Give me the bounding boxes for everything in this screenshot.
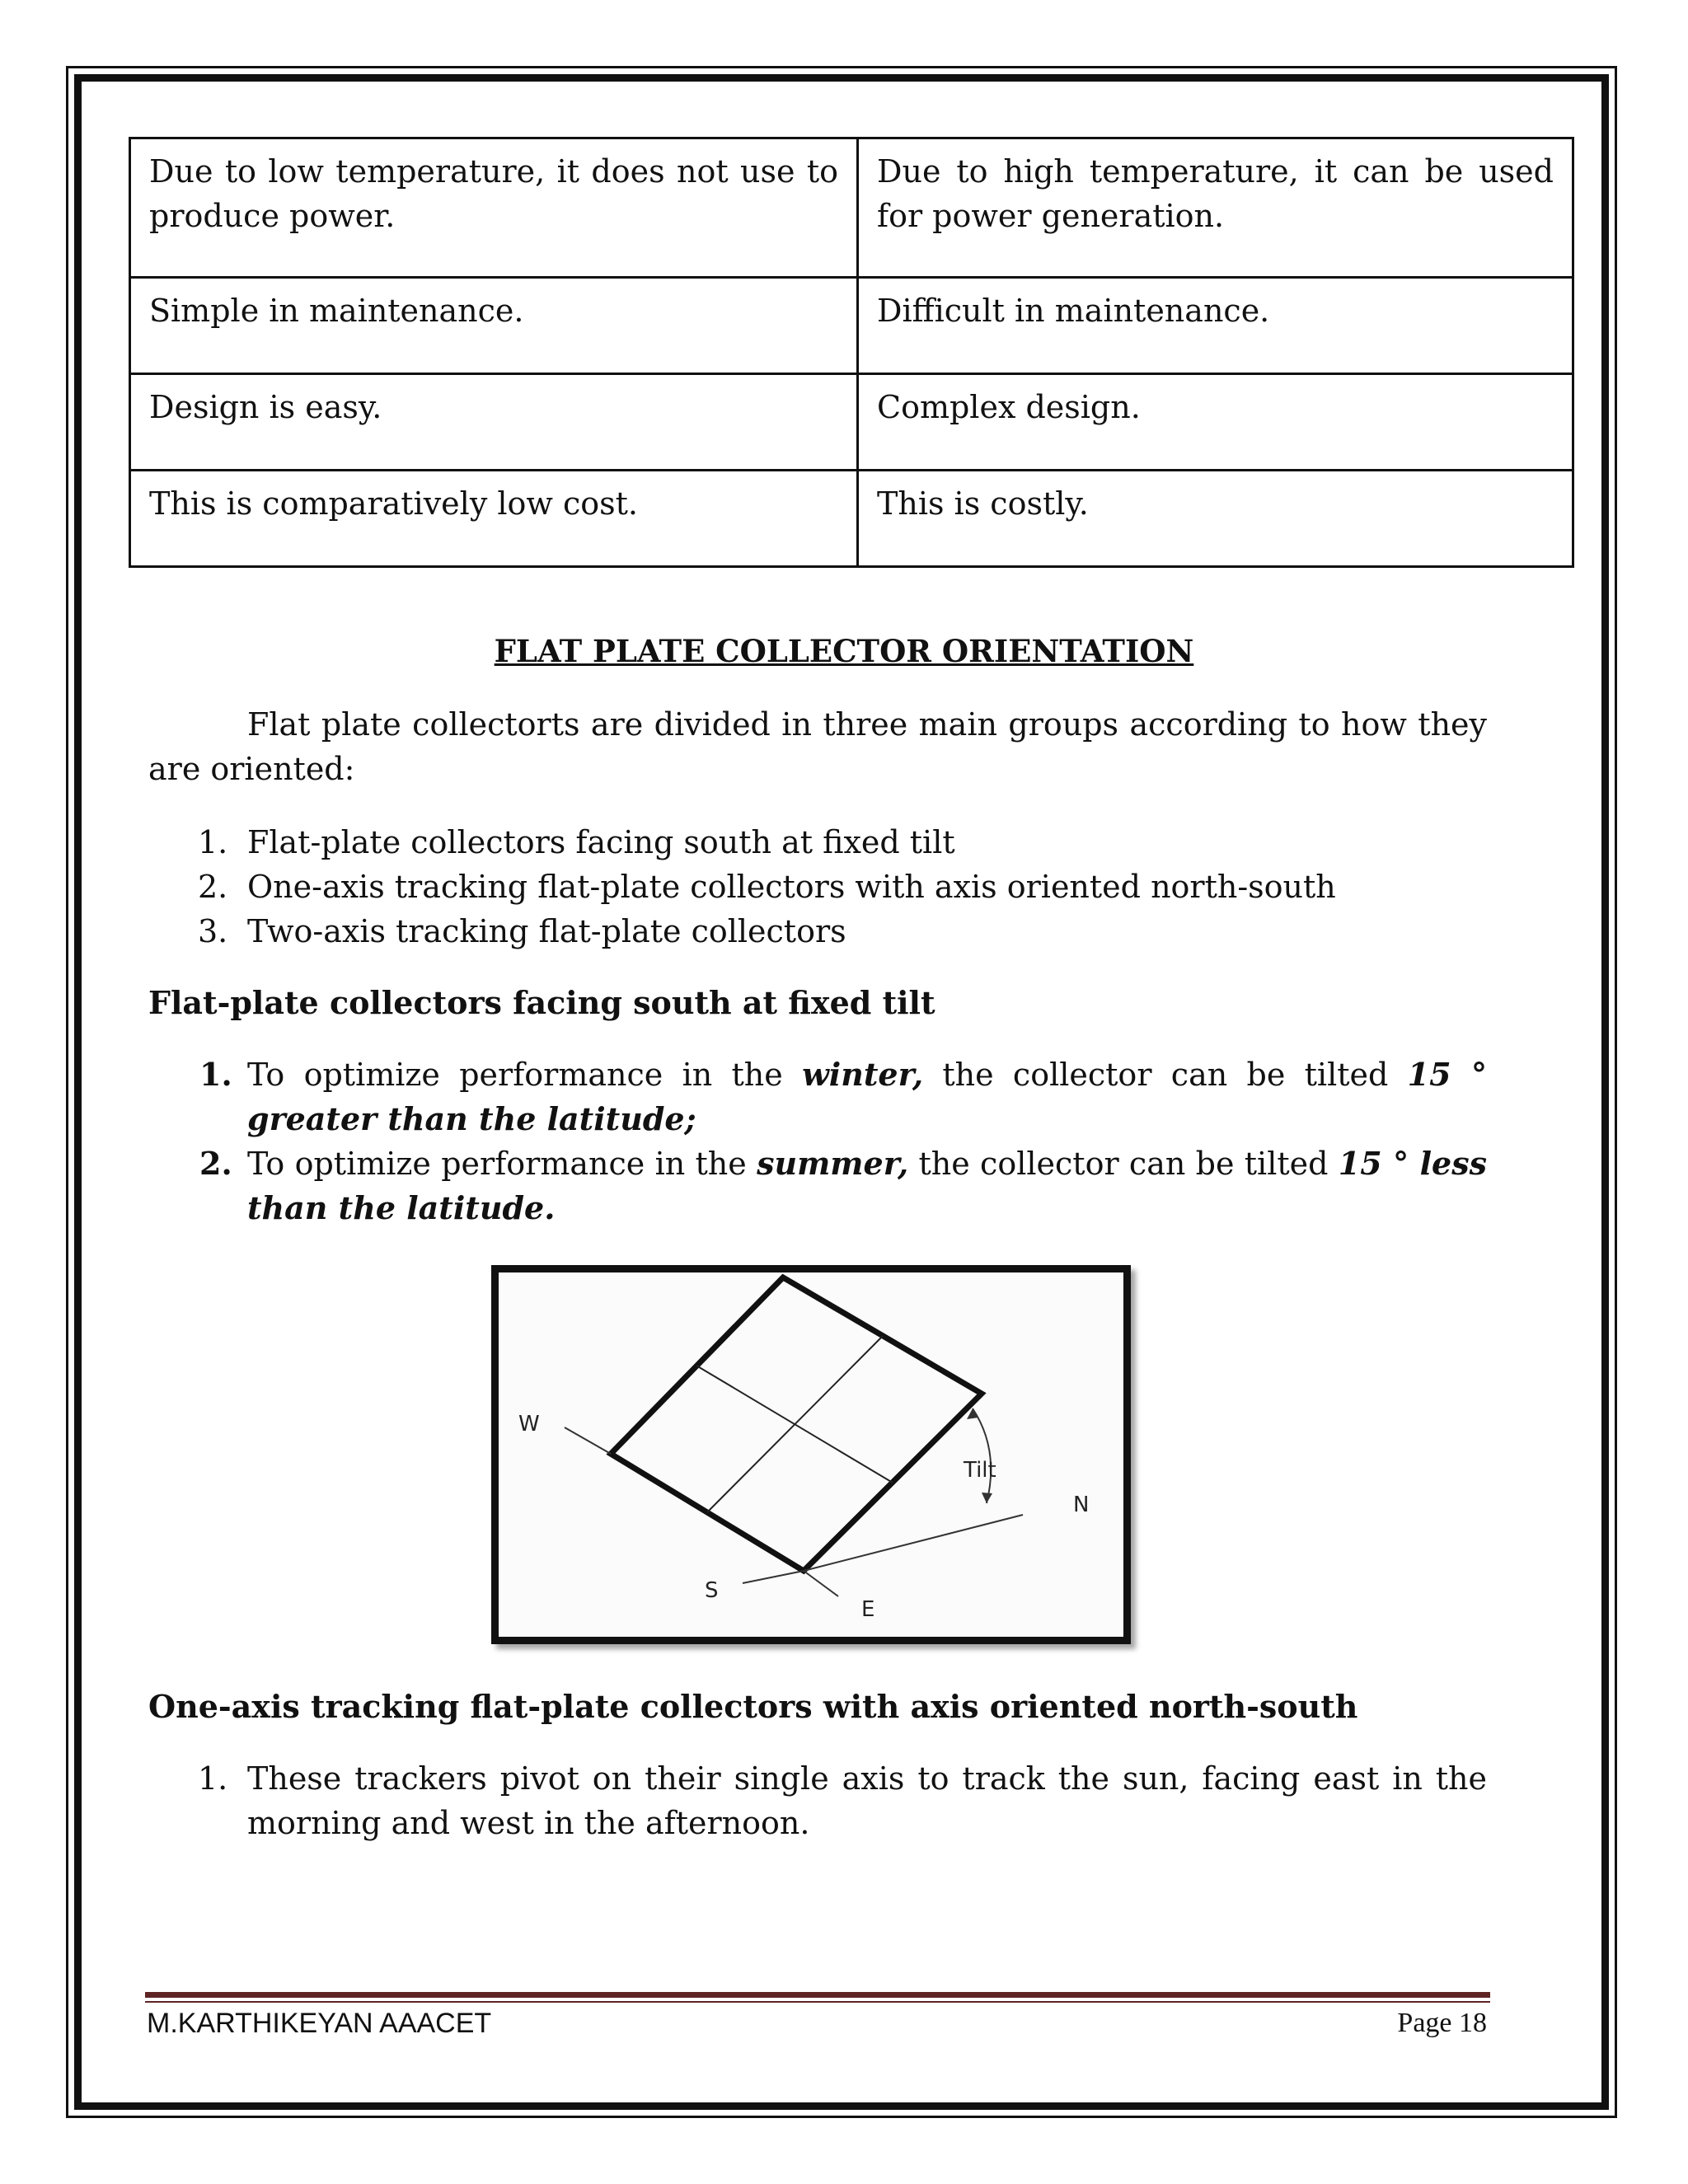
fixed-tilt-heading: Flat-plate collectors facing south at fixed tilt xyxy=(148,984,935,1021)
list-item-text: Flat-plate collectors facing south at fixed tilt xyxy=(247,824,955,860)
list-item xyxy=(148,909,1487,954)
footer-author: M.KARTHIKEYAN AAACET xyxy=(147,2008,492,2039)
list-item xyxy=(148,865,1487,909)
collector-tilt-diagram xyxy=(491,1265,1131,1644)
item-text: the collector can be tilted xyxy=(908,1146,1339,1182)
table-cell-right: This is costly. xyxy=(858,471,1573,567)
list-number: 1. xyxy=(198,824,228,860)
tilt-angle-arc xyxy=(973,1408,991,1503)
table-cell-right: Due to high temperature, it can be used for power generation. xyxy=(858,138,1573,278)
list-number: 1. xyxy=(199,1056,232,1093)
table-cell-left: Due to low temperature, it does not use to produce power. xyxy=(130,138,858,278)
tilt-label: Tilt xyxy=(964,1458,996,1483)
west-axis-line xyxy=(565,1427,611,1454)
list-number: 2. xyxy=(199,1145,232,1182)
list-item xyxy=(148,1052,1487,1141)
one-axis-list xyxy=(148,1756,1487,1845)
table-cell-left: Design is easy. xyxy=(130,374,858,471)
tilt-arrow-head-bottom xyxy=(982,1493,992,1503)
list-number: 2. xyxy=(198,869,228,905)
list-number: 3. xyxy=(198,913,228,949)
list-item-text: Two-axis tracking flat-plate collectors xyxy=(247,913,846,949)
one-axis-heading: One-axis tracking flat-plate collectors with axis oriented north-south xyxy=(148,1688,1358,1725)
table-row xyxy=(130,278,1573,374)
section-title: FLAT PLATE COLLECTOR ORIENTATION xyxy=(494,633,1194,669)
list-item-text: One-axis tracking flat-plate collectors with axis oriented north-south xyxy=(247,869,1336,905)
south-axis-line xyxy=(743,1571,804,1583)
tilt-emphasis: 15 ° greater than the latitude; xyxy=(247,1056,1487,1137)
list-item-text: These trackers pivot on their single axis to track the sun, facing east in the morning and west in the afternoon. xyxy=(247,1760,1487,1841)
item-text: the collector can be tilted xyxy=(923,1057,1408,1093)
table-cell-left: Simple in maintenance. xyxy=(130,278,858,374)
tilt-emphasis: 15 ° less than the latitude. xyxy=(247,1145,1487,1226)
orientation-groups-list xyxy=(148,820,1487,954)
north-label: N xyxy=(1073,1493,1090,1517)
comparison-table xyxy=(129,137,1574,568)
season-emphasis: winter, xyxy=(802,1056,924,1093)
footer-rule xyxy=(145,1992,1490,1998)
item-text: To optimize performance in the xyxy=(247,1146,757,1182)
footer-page-number: Page 18 xyxy=(1397,2008,1487,2038)
collector-plate-outline xyxy=(611,1277,982,1571)
list-item xyxy=(148,1141,1487,1230)
diagram-svg xyxy=(499,1272,1123,1637)
table-cell-left: This is comparatively low cost. xyxy=(130,471,858,567)
list-item xyxy=(148,820,1487,865)
fixed-tilt-list xyxy=(148,1052,1487,1230)
footer-rule-thin xyxy=(145,2001,1490,2003)
table-row xyxy=(130,374,1573,471)
east-label: E xyxy=(861,1597,875,1622)
season-emphasis: summer, xyxy=(757,1145,909,1182)
item-text: To optimize performance in the xyxy=(247,1057,803,1093)
south-label: S xyxy=(705,1578,719,1603)
table-cell-right: Complex design. xyxy=(858,374,1573,471)
plate-divider-vertical xyxy=(707,1336,883,1512)
list-number: 1. xyxy=(198,1760,228,1797)
list-item xyxy=(148,1756,1487,1845)
table-row xyxy=(130,138,1573,278)
table-row xyxy=(130,471,1573,567)
east-axis-line xyxy=(804,1571,838,1596)
intro-paragraph: Flat plate collectorts are divided in three main groups according to how they are oriented: xyxy=(148,706,1487,787)
west-label: W xyxy=(518,1412,540,1436)
table-cell-right: Difficult in maintenance. xyxy=(858,278,1573,374)
north-axis-line xyxy=(804,1515,1023,1571)
